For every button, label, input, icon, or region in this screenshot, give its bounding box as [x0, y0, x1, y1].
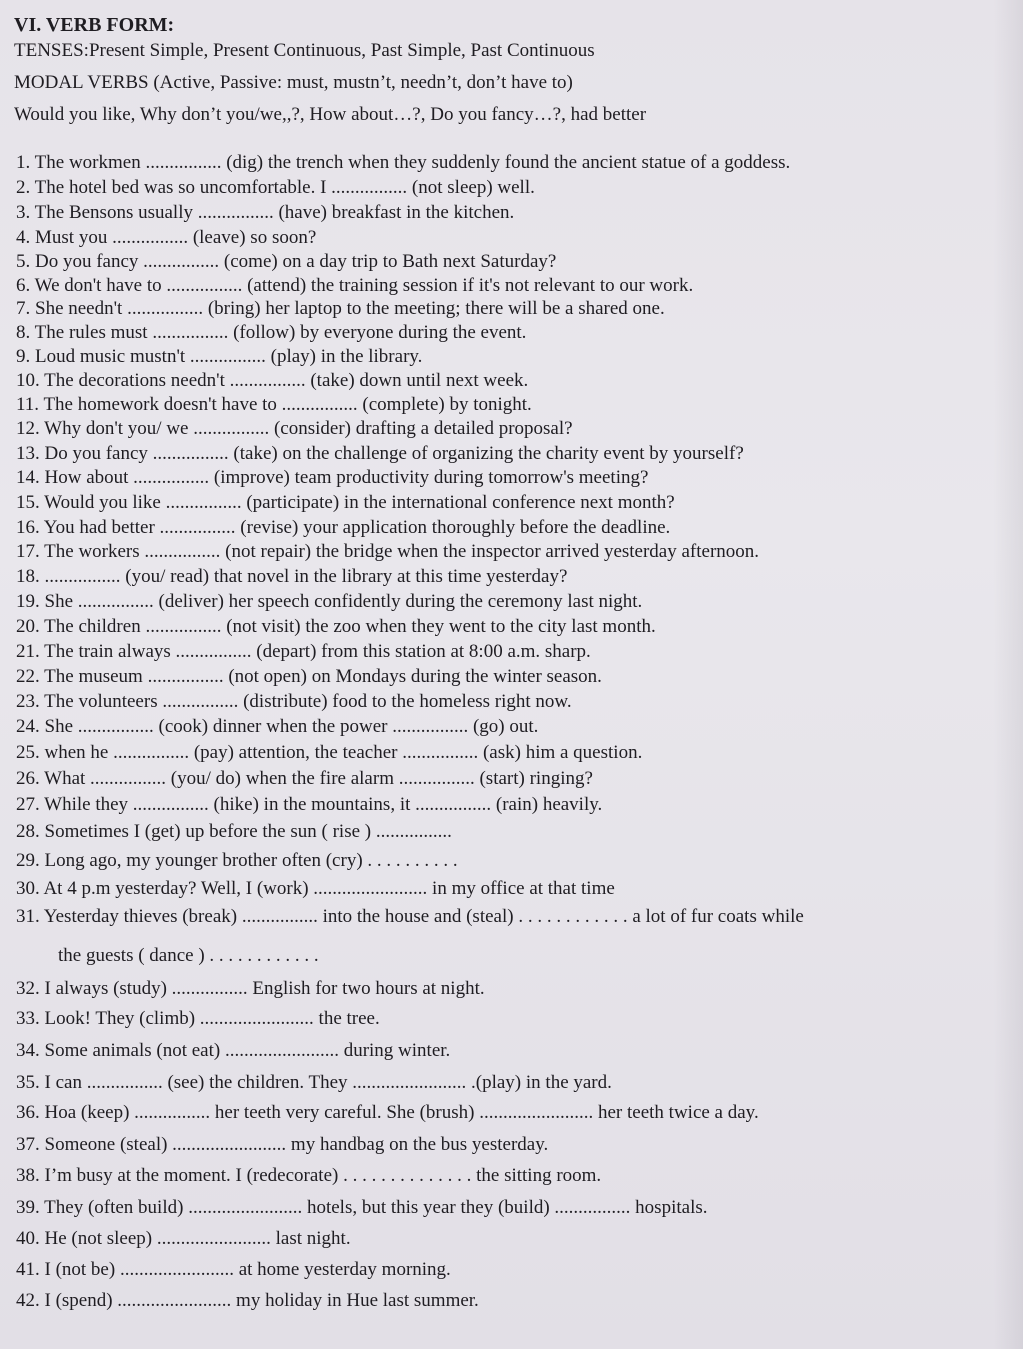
exercise-6: 6. We don't have to ................ (attend) the training session if it's not relevant to our work.	[16, 275, 694, 296]
exercise-33: 33. Look! They (climb) ........................ the tree.	[16, 1008, 380, 1029]
exercise-10: 10. The decorations needn't ................ (take) down until next week.	[16, 370, 529, 391]
section-title: VI. VERB FORM:	[14, 14, 175, 36]
exercise-20: 20. The children ................ (not visit) the zoo when they went to the city last month.	[16, 616, 656, 637]
exercise-30: 30. At 4 p.m yesterday? Well, I (work) ........................ in my office at that time	[16, 878, 615, 899]
exercise-1: 1. The workmen ................ (dig) the trench when they suddenly found the ancient statue of a goddess.	[16, 152, 791, 173]
exercise-18: 18. ................ (you/ read) that novel in the library at this time yesterday?	[16, 566, 568, 587]
exercise-42: 42. I (spend) ........................ my holiday in Hue last summer.	[16, 1290, 479, 1311]
exercise-29: 29. Long ago, my younger brother often (cry) . . . . . . . . . .	[16, 850, 458, 871]
exercise-27: 27. While they ................ (hike) in the mountains, it ................ (rain) heavily.	[16, 794, 603, 815]
exercise-36: 36. Hoa (keep) ................ her teeth very careful. She (brush) ........................ her teeth twice a day.	[16, 1102, 759, 1123]
exercise-26: 26. What ................ (you/ do) when the fire alarm ................ (start) ringing?	[16, 768, 593, 789]
exercise-21: 21. The train always ................ (depart) from this station at 8:00 a.m. sharp.	[16, 641, 591, 662]
exercise-8: 8. The rules must ................ (follow) by everyone during the event.	[16, 322, 527, 343]
exercise-14: 14. How about ................ (improve) team productivity during tomorrow's meeting?	[16, 467, 649, 488]
would-you-like-line: Would you like, Why don’t you/we,,?, How about…?, Do you fancy…?, had better	[14, 104, 647, 125]
exercise-19: 19. She ................ (deliver) her speech confidently during the ceremony last night.	[16, 591, 643, 612]
exercise-7: 7. She needn't ................ (bring) her laptop to the meeting; there will be a shared one.	[16, 298, 665, 319]
exercise-17: 17. The workers ................ (not repair) the bridge when the inspector arrived yesterday afternoon.	[16, 541, 760, 562]
exercise-23: 23. The volunteers ................ (distribute) food to the homeless right now.	[16, 691, 572, 712]
exercise-9: 9. Loud music mustn't ................ (play) in the library.	[16, 346, 423, 367]
exercise-25: 25. when he ................ (pay) attention, the teacher ................ (ask) him a question.	[16, 742, 643, 763]
modal-verbs-line: MODAL VERBS (Active, Passive: must, mustn’t, needn’t, don’t have to)	[14, 72, 573, 93]
exercise-5: 5. Do you fancy ................ (come) on a day trip to Bath next Saturday?	[16, 251, 557, 272]
exercise-31: 31. Yesterday thieves (break) ................ into the house and (steal) . . . . . . . . . . . . a lot of fur coats while	[16, 906, 804, 927]
exercise-37: 37. Someone (steal) ........................ my handbag on the bus yesterday.	[16, 1134, 549, 1155]
exercise-2: 2. The hotel bed was so uncomfortable. I ................ (not sleep) well.	[16, 177, 535, 198]
tenses-line: TENSES:Present Simple, Present Continuous, Past Simple, Past Continuous	[14, 40, 595, 61]
exercise-24: 24. She ................ (cook) dinner when the power ................ (go) out.	[16, 716, 539, 737]
exercise-3: 3. The Bensons usually ................ (have) breakfast in the kitchen.	[16, 202, 515, 223]
exercise-41: 41. I (not be) ........................ at home yesterday morning.	[16, 1259, 451, 1280]
exercise-28: 28. Sometimes I (get) up before the sun ( rise ) ................	[16, 821, 452, 842]
exercise-31-continued: the guests ( dance ) . . . . . . . . . . . .	[58, 945, 319, 966]
exercise-12: 12. Why don't you/ we ................ (consider) drafting a detailed proposal?	[16, 418, 573, 439]
page-edge-shadow	[993, 0, 1023, 1349]
exercise-38: 38. I’m busy at the moment. I (redecorate) . . . . . . . . . . . . . . the sitting room.	[16, 1165, 602, 1186]
exercise-34: 34. Some animals (not eat) ........................ during winter.	[16, 1040, 451, 1061]
exercise-16: 16. You had better ................ (revise) your application thoroughly before the deadline.	[16, 517, 671, 538]
exercise-22: 22. The museum ................ (not open) on Mondays during the winter season.	[16, 666, 602, 687]
exercise-15: 15. Would you like ................ (participate) in the international conference next month?	[16, 492, 675, 513]
exercise-40: 40. He (not sleep) ........................ last night.	[16, 1228, 351, 1249]
exercise-39: 39. They (often build) ........................ hotels, but this year they (build) ................ hospitals.	[16, 1197, 708, 1218]
exercise-32: 32. I always (study) ................ English for two hours at night.	[16, 978, 485, 999]
exercise-4: 4. Must you ................ (leave) so soon?	[16, 227, 317, 248]
exercise-35: 35. I can ................ (see) the children. They ........................ .(play) in the yard.	[16, 1072, 612, 1093]
exercise-13: 13. Do you fancy ................ (take) on the challenge of organizing the charity event by yourself?	[16, 443, 744, 464]
exercise-11: 11. The homework doesn't have to ................ (complete) by tonight.	[16, 394, 532, 415]
